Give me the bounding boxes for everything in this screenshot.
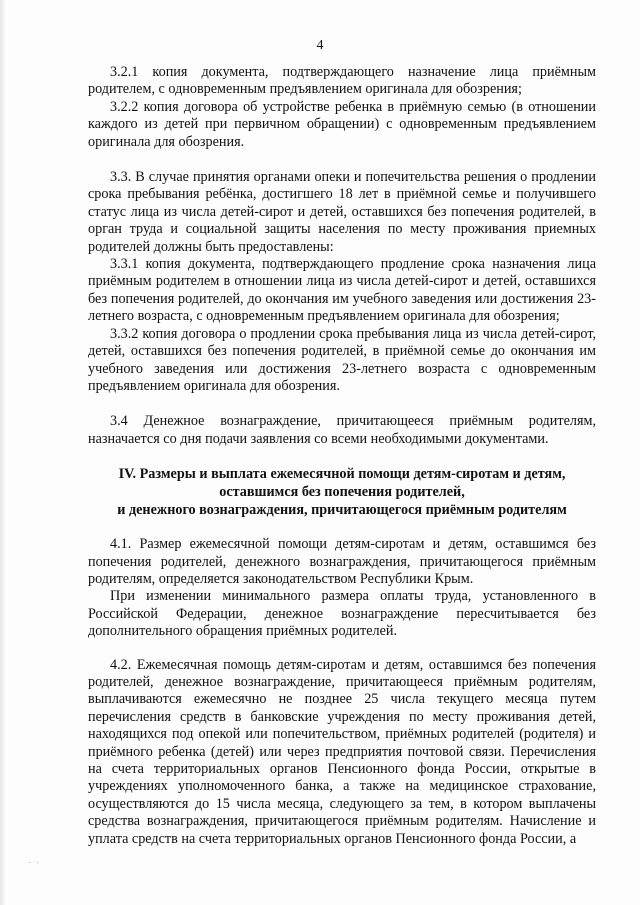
paragraph-3-3: 3.3. В случае принятия органами опеки и попечительства решения о продлении срока пребывания ребёнка, достигшего 18 лет в приёмной семье и получившего статус лица из числа детей-сирот и детей, оставшихся без попечения родителей, в орган труда и социальной защиты населения по месту проживания приемных родителей должны быть предоставлены: [88, 169, 596, 255]
section-iv-heading-line-2: оставшимся без попечения родителей, [219, 484, 465, 501]
document-body [88, 64, 596, 848]
paragraph-4-2: 4.2. Ежемесячная помощь детям-сиротам и детям, оставшимся без попечения родителей, денежное вознаграждение, причитающееся приёмным родителям, выплачиваются ежемесячно не позднее 25 числа текущего месяца путем перечисления средств в банковские учреждения по месту проживания детей, находящихся под опекой или попечительством, приёмных родителей (родителя) и приёмного ребенка (детей) или через предприятия почтовой связи. Перечисления на счета территориальных органов Пенсионного фонда России, открытые в учреждениях уполномоченного банка, а также на медицинское страхование, осуществляются до 15 числа месяца, следующего за тем, в котором выплачены средства вознаграждения, причитающегося приёмным родителям. Начисление и уплата средств на счета территориальных органов Пенсионного фонда России, а [88, 656, 596, 847]
paragraph-3-3-2: 3.3.2 копия договора о продлении срока пребывания лица из числа детей-сирот, детей, оставшихся без попечения родителей, в приёмной семье до окончания им учебного заведения или достижения 23-летнего возраста с одновременным предъявлением оригинала для обозрения. [88, 325, 596, 394]
scan-artifact: · · [28, 858, 41, 869]
section-iv-heading-line-3: и денежного вознаграждения, причитающегося приёмным родителям [117, 502, 567, 519]
spacer [88, 641, 596, 657]
section-iv-heading-line-1: IV. Размеры и выплата ежемесячной помощи детям-сиротам и детям, [118, 466, 566, 483]
paragraph-3-2-1: 3.2.1 копия документа, подтверждающего назначение лица приёмным родителем, с одновременным предъявлением оригинала для обозрения; [88, 64, 596, 98]
spacer [88, 448, 596, 465]
page-number: 4 [316, 38, 324, 53]
spacer [88, 151, 596, 169]
paragraph-3-2-2: 3.2.2 копия договора об устройстве ребенка в приёмную семью (в отношении каждого из детей при первичном обращении) с одновременным предъявлением оригинала для обозрения. [88, 98, 596, 150]
paragraph-4-1-mrot: При изменении минимального размера оплаты труда, установленного в Российской Федерации, денежное вознаграждение пересчитывается без дополнительного обращения приёмных родителей. [88, 588, 596, 640]
paragraph-4-1: 4.1. Размер ежемесячной помощи детям-сиротам и детям, оставшимся без попечения родителей, денежного вознаграждения, причитающегося приёмным родителям, определяется законодательством Республики Крым. [88, 536, 596, 587]
section-iv-heading [88, 465, 596, 519]
spacer [88, 395, 596, 413]
paragraph-3-3-1: 3.3.1 копия документа, подтверждающего продление срока назначения лица приёмным родителем в отношении лица из числа детей-сирот и детей, оставшихся без попечения родителей, до окончания им учебного заведения или достижения 23-летнего возраста, с одновременным предъявлением оригинала для обозрения; [88, 256, 596, 325]
spacer [88, 519, 596, 536]
paragraph-3-4: 3.4 Денежное вознаграждение, причитающееся приёмным родителям, назначается со дня подачи заявления со всеми необходимыми документами. [88, 413, 596, 447]
page-edge-shadow [0, 0, 6, 905]
